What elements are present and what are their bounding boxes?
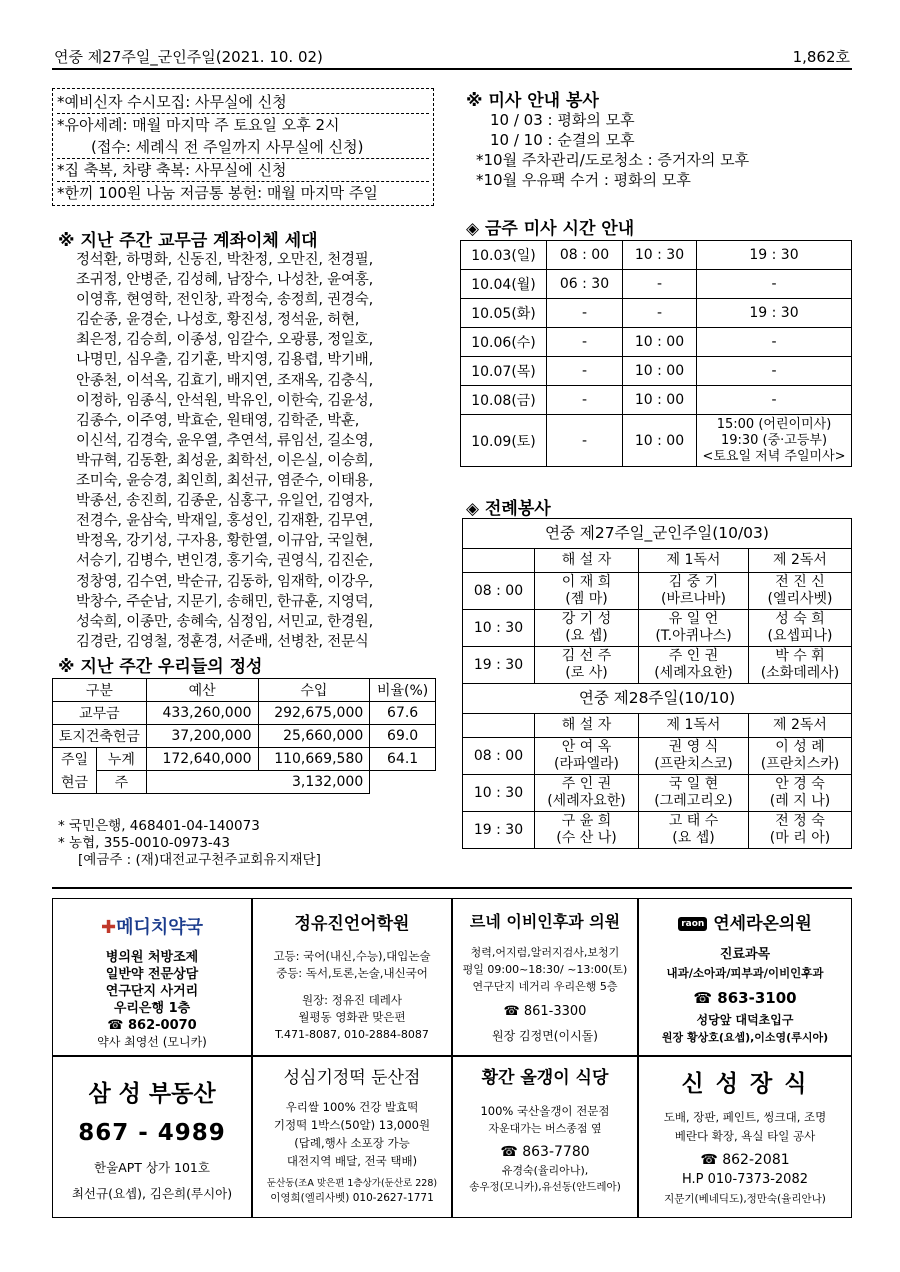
mass-date: 10.07(목) <box>461 357 547 386</box>
ad-line: 청력,어지럼,알러지검사,보청기 <box>470 946 620 959</box>
mass-time-row <box>461 241 852 270</box>
col-header: 예산 <box>146 679 258 702</box>
ad-line: (답례,행사 소포장 가능 <box>294 1136 410 1150</box>
name-line: 서승기, 김병수, 변인경, 홍기숙, 권영식, 김진순, <box>76 553 374 570</box>
name-line: 박정옥, 강기성, 구자용, 황한열, 이규암, 국일현, <box>76 533 374 550</box>
ad-title: 황간 올갱이 식당 <box>481 1068 609 1088</box>
mass-time-row <box>461 299 852 328</box>
ad-title: 성심기정떡 둔산점 <box>283 1068 421 1088</box>
liturgy-time: 10 : 30 <box>463 775 535 812</box>
ad-line: 평일 09:00~18:30/ ~13:00(토) <box>462 963 628 976</box>
col-header: 비율(%) <box>370 679 436 702</box>
ad-line: 대전지역 배달, 전국 택배) <box>286 1154 418 1168</box>
liturgy-minister: 이 성 례 (프란치스카) <box>749 738 852 775</box>
ad-title: 르네 이비인후과 의원 <box>469 912 621 931</box>
name-line: 박창수, 주순남, 지문기, 송해민, 한규훈, 지영덕, <box>76 593 374 610</box>
service-line: 10 / 10 : 순결의 모후 <box>490 131 635 149</box>
liturgy-row <box>463 647 852 684</box>
mass-time: 08 : 00 <box>547 241 623 270</box>
ad-line: 원장 황상호(요셉),이소영(루시아) <box>661 1031 829 1044</box>
mass-time: 19 : 30 <box>697 241 852 270</box>
row-label: 주일 <box>53 748 97 771</box>
account-section-title: ※ 지난 주간 교무금 계좌이체 세대 <box>58 231 318 251</box>
mass-time: 10 : 00 <box>623 328 697 357</box>
mass-time <box>697 415 852 467</box>
liturgy-minister: 강 기 성 (요 셉) <box>535 610 639 647</box>
row-label: 토지건축헌금 <box>53 725 147 748</box>
ad-title: raon 연세라온의원 <box>639 909 851 934</box>
liturgy-time: 19 : 30 <box>463 812 535 849</box>
liturgy-table <box>462 518 852 849</box>
mass-time: - <box>697 328 852 357</box>
mass-time: - <box>697 386 852 415</box>
mass-date: 10.04(월) <box>461 270 547 299</box>
mass-time-row <box>461 415 852 467</box>
ad-line: 둔산동(조A 맞은편 1층상가(둔산로 228) <box>266 1178 438 1189</box>
income-cell: 110,669,580 <box>258 748 370 771</box>
liturgy-row <box>463 775 852 812</box>
service-line: *10월 주차관리/도로청소 : 증거자의 모후 <box>476 151 750 169</box>
liturgy-minister: 구 윤 희 (수 산 나) <box>535 812 639 849</box>
liturgy-col-header: 제 2독서 <box>749 549 852 573</box>
ad-pharmacy <box>52 898 252 1056</box>
liturgy-minister: 안 여 옥 (라파엘라) <box>535 738 639 775</box>
ad-line: 원장 김정면(이시돌) <box>492 1029 598 1043</box>
ad-line: T.471-8087, 010-2884-8087 <box>275 1028 429 1041</box>
ad-line: 약사 최영선 (모니카) <box>97 1035 207 1049</box>
ad-line: 유경숙(율리아나), <box>501 1164 589 1177</box>
liturgy-time: 08 : 00 <box>463 573 535 610</box>
liturgy-week-title: 연중 제28주일(10/10) <box>463 684 852 714</box>
finance-table <box>52 678 436 794</box>
notice-item: *한끼 100원 나눔 저금통 봉헌: 매월 마지막 주일 <box>57 184 378 202</box>
ad-line: 병의원 처방조제 <box>105 950 199 965</box>
liturgy-minister: 박 수 휘 (소화데레사) <box>749 647 852 684</box>
liturgy-row <box>463 738 852 775</box>
mass-date: 10.09(토) <box>461 415 547 467</box>
mass-time: - <box>547 299 623 328</box>
ad-rice-cake <box>252 1056 452 1218</box>
row-label: 교무금 <box>53 702 147 725</box>
ad-title: 신 성 장 식 <box>681 1071 809 1097</box>
bank-line: [예금주 : (재)대전교구천주교회유지재단] <box>78 852 321 868</box>
notice-item: (접수: 세례식 전 주일까지 사무실에 신청) <box>57 136 429 159</box>
name-line: 안종천, 이석옥, 김효기, 배지연, 조재옥, 김충식, <box>76 372 374 389</box>
ad-line: 최선규(요셉), 김은희(루시아) <box>71 1186 233 1201</box>
ad-title: 정유진언어학원 <box>294 914 410 934</box>
ad-line: 중등: 독서,토론,논술,내신국어 <box>276 966 428 980</box>
budget-cell: 433,260,000 <box>146 702 258 725</box>
mass-time: - <box>697 270 852 299</box>
name-line: 박규혁, 김동환, 최성윤, 최학선, 이은실, 이승희, <box>76 452 374 469</box>
mass-date: 10.08(금) <box>461 386 547 415</box>
name-line: 최은정, 김승희, 이종성, 임갈수, 오광룡, 정일호, <box>76 332 374 349</box>
name-line: 정창영, 김수연, 박순규, 김동하, 임재학, 이강우, <box>76 573 374 590</box>
liturgy-minister: 유 일 언 (T.아퀴나스) <box>639 610 749 647</box>
ad-line: ☎ 862-0070 <box>107 1018 197 1033</box>
liturgy-minister: 이 재 희 (젬 마) <box>535 573 639 610</box>
ad-raon-clinic <box>638 898 852 1056</box>
ad-line: 이영희(엘리사벳) 010-2627-1771 <box>270 1192 434 1204</box>
liturgy-minister: 권 영 식 (프란치스코) <box>639 738 749 775</box>
ad-phone: 867 - 4989 <box>78 1120 226 1146</box>
ad-title: 삼 성 부동산 <box>88 1081 216 1107</box>
mass-time: 19 : 30 <box>697 299 852 328</box>
ratio-cell: 64.1 <box>370 748 436 771</box>
mass-times-title: ◈ 금주 미사 시간 안내 <box>466 219 635 239</box>
liturgy-time: 10 : 30 <box>463 610 535 647</box>
name-line: 김경란, 김영철, 정훈경, 서준배, 선병찬, 전문식 <box>76 633 369 650</box>
mass-time: - <box>547 415 623 467</box>
mass-time-row <box>461 270 852 299</box>
ad-line: 도배, 장판, 페인트, 씽크대, 조명 <box>663 1110 827 1124</box>
mass-service-title: ※ 미사 안내 봉사 <box>466 91 599 111</box>
ad-line: 자운대가는 버스종점 옆 <box>488 1122 602 1135</box>
mass-date: 10.05(화) <box>461 299 547 328</box>
name-line: 나명민, 심우출, 김기훈, 박지영, 김용렵, 박기배, <box>76 352 374 369</box>
mass-date: 10.03(일) <box>461 241 547 270</box>
bulletin-title: 연중 제27주일_군인주일(2021. 10. 02) <box>54 48 323 66</box>
name-line: 전경수, 윤삼숙, 박재일, 홍성인, 김재환, 김무연, <box>76 513 374 530</box>
liturgy-minister: 김 선 주 (로 사) <box>535 647 639 684</box>
liturgy-minister: 성 숙 희 (요셉피나) <box>749 610 852 647</box>
liturgy-col-header: 제 1독서 <box>639 714 749 738</box>
name-line: 이영휴, 현영학, 전인창, 곽정숙, 송정희, 권경숙, <box>76 292 374 309</box>
ad-interior <box>638 1056 852 1218</box>
liturgy-week-title: 연중 제27주일_군인주일(10/03) <box>463 519 852 549</box>
name-line: 이신석, 김경숙, 윤우열, 추연석, 류임선, 길소영, <box>76 432 374 449</box>
mass-time: 06 : 30 <box>547 270 623 299</box>
ad-line: 성당앞 대덕초입구 <box>696 1013 794 1027</box>
mass-time: 10 : 30 <box>623 241 697 270</box>
row-sublabel: 누계 <box>97 748 147 771</box>
saturday-note: 15:00 (어린이미사) <box>716 416 832 432</box>
liturgy-minister: 주 인 권 (세례자요한) <box>639 647 749 684</box>
notice-item: *집 축복, 차량 축복: 사무실에 신청 <box>57 159 429 182</box>
ad-line: 일반약 전문상담 <box>105 967 199 982</box>
ad-line: 연구단지 사거리 <box>105 984 199 999</box>
budget-cell: 172,640,000 <box>146 748 258 771</box>
ad-line: 한울APT 상가 101호 <box>94 1160 210 1175</box>
page-header <box>52 44 852 70</box>
name-line: 정석환, 하명화, 신동진, 박찬정, 오만진, 천경필, <box>76 252 374 268</box>
notice-item: *유아세례: 매월 마지막 주 토요일 오후 2시 <box>57 116 340 134</box>
liturgy-time: 19 : 30 <box>463 647 535 684</box>
ad-line: 지문기(베네딕도),정만숙(율리안나) <box>664 1193 826 1205</box>
income-cell: 3,132,000 <box>258 771 370 794</box>
liturgy-col-header: 해 설 자 <box>535 714 639 738</box>
ad-real-estate <box>52 1056 252 1218</box>
name-line: 이정하, 임종식, 안석원, 박유인, 이한숙, 김윤성, <box>76 392 374 409</box>
mass-time-row <box>461 386 852 415</box>
ad-line: 진료과목 <box>719 947 771 962</box>
mass-time: 10 : 00 <box>623 415 697 467</box>
liturgy-col-header: 제 2독서 <box>749 714 852 738</box>
ad-line: ☎ 863-7780 <box>500 1144 590 1160</box>
ad-line: 원장: 정유진 데레사 <box>301 993 403 1007</box>
ad-line: 베란다 확장, 욕실 타일 공사 <box>674 1129 816 1143</box>
finance-section-title: ※ 지난 주간 우리들의 정성 <box>58 657 263 677</box>
raon-logo-icon: raon <box>678 917 707 931</box>
ratio-cell: 67.6 <box>370 702 436 725</box>
liturgy-minister: 전 진 신 (엘리사벳) <box>749 573 852 610</box>
service-line: *10월 우유팩 수거 : 평화의 모후 <box>476 171 691 189</box>
income-cell: 25,660,000 <box>258 725 370 748</box>
mass-time: 10 : 00 <box>623 386 697 415</box>
name-line: 박종선, 송진희, 김종운, 심홍구, 유일언, 김영자, <box>76 493 374 510</box>
mass-service-list <box>476 110 749 190</box>
mass-time: - <box>623 299 697 328</box>
col-header: 구분 <box>53 679 147 702</box>
liturgy-minister: 국 일 현 (그레고리오) <box>639 775 749 812</box>
ad-line: ☎ 861-3300 <box>503 1004 587 1019</box>
ad-line: H.P 010-7373-2082 <box>681 1172 808 1187</box>
liturgy-col-header: 제 1독서 <box>639 549 749 573</box>
ad-restaurant <box>452 1056 638 1218</box>
ad-line: 우리은행 1층 <box>113 1001 191 1016</box>
liturgy-minister: 안 경 숙 (레 지 나) <box>749 775 852 812</box>
ad-line: 연구단지 네거리 우리은행 5층 <box>472 980 618 993</box>
saturday-note: 19:30 (중·고등부) <box>720 432 828 448</box>
row-label: 현금 <box>53 771 97 794</box>
ad-title: ✚메디치약국 <box>100 917 204 938</box>
ad-ent-clinic <box>452 898 638 1056</box>
ads-divider <box>52 887 852 889</box>
liturgy-minister: 고 태 수 (요 셉) <box>639 812 749 849</box>
name-line: 김순종, 윤경순, 나성호, 황진성, 정석윤, 허현, <box>76 312 360 329</box>
mass-time: 10 : 00 <box>623 357 697 386</box>
ad-line: 월평동 영화관 맞은편 <box>298 1010 406 1024</box>
ad-line: 기정떡 1박스(50알) 13,000원 <box>273 1118 431 1132</box>
budget-cell: 37,200,000 <box>146 725 258 748</box>
mass-times-table <box>460 240 852 467</box>
bank-line: * 농협, 355-0010-0973-43 <box>58 835 230 851</box>
liturgy-minister: 주 인 권 (세례자요한) <box>535 775 639 812</box>
ad-line: ☎ 863-3100 <box>693 989 797 1007</box>
ad-line: 100% 국산올갱이 전문점 <box>480 1104 610 1118</box>
mass-time-row <box>461 357 852 386</box>
name-line: 조미숙, 윤승경, 최인희, 최선규, 염준수, 이태용, <box>76 473 374 490</box>
ad-line: 우리쌀 100% 건강 발효떡 <box>285 1100 419 1114</box>
liturgy-time: 08 : 00 <box>463 738 535 775</box>
name-line: 조귀정, 안병준, 김성혜, 남장수, 나성찬, 윤여홍, <box>76 272 374 289</box>
income-cell: 292,675,000 <box>258 702 370 725</box>
name-line: 성숙희, 이종만, 송혜숙, 심정임, 서민교, 한경원, <box>76 613 374 630</box>
liturgy-row <box>463 573 852 610</box>
mass-time: - <box>547 357 623 386</box>
col-header: 수입 <box>258 679 370 702</box>
issue-number: 1,862호 <box>792 48 850 66</box>
notice-box <box>52 88 434 206</box>
ad-line: 내과/소아과/피부과/이비인후과 <box>666 966 824 980</box>
mass-time: - <box>697 357 852 386</box>
liturgy-title: ◈ 전례봉사 <box>466 499 551 519</box>
ratio-cell: 69.0 <box>370 725 436 748</box>
bank-line: * 국민은행, 468401-04-140073 <box>58 818 260 834</box>
row-sublabel: 주 <box>97 771 147 794</box>
name-line: 김종수, 이주영, 박효순, 원태영, 김학준, 박훈, <box>76 412 360 429</box>
ad-line: ☎ 862-2081 <box>700 1152 790 1168</box>
mass-time: - <box>547 386 623 415</box>
liturgy-row <box>463 812 852 849</box>
ad-line: 송우정(모니카),유선동(안드레아) <box>469 1181 621 1193</box>
bank-info <box>58 818 438 869</box>
liturgy-minister: 전 정 숙 (마 리 아) <box>749 812 852 849</box>
service-line: 10 / 03 : 평화의 모후 <box>490 111 635 129</box>
donor-name-list <box>76 250 436 652</box>
liturgy-row <box>463 610 852 647</box>
liturgy-col-header: 해 설 자 <box>535 549 639 573</box>
saturday-note: <토요일 저녁 주일미사> <box>702 448 846 464</box>
notice-item: *예비신자 수시모집: 사무실에 신청 <box>57 91 429 114</box>
mass-date: 10.06(수) <box>461 328 547 357</box>
mass-time-row <box>461 328 852 357</box>
mass-time: - <box>547 328 623 357</box>
liturgy-minister: 김 중 기 (바르나바) <box>639 573 749 610</box>
ad-language-academy <box>252 898 452 1056</box>
ad-line: 고등: 국어(내신,수능),대입논술 <box>273 949 431 963</box>
mass-time: - <box>623 270 697 299</box>
